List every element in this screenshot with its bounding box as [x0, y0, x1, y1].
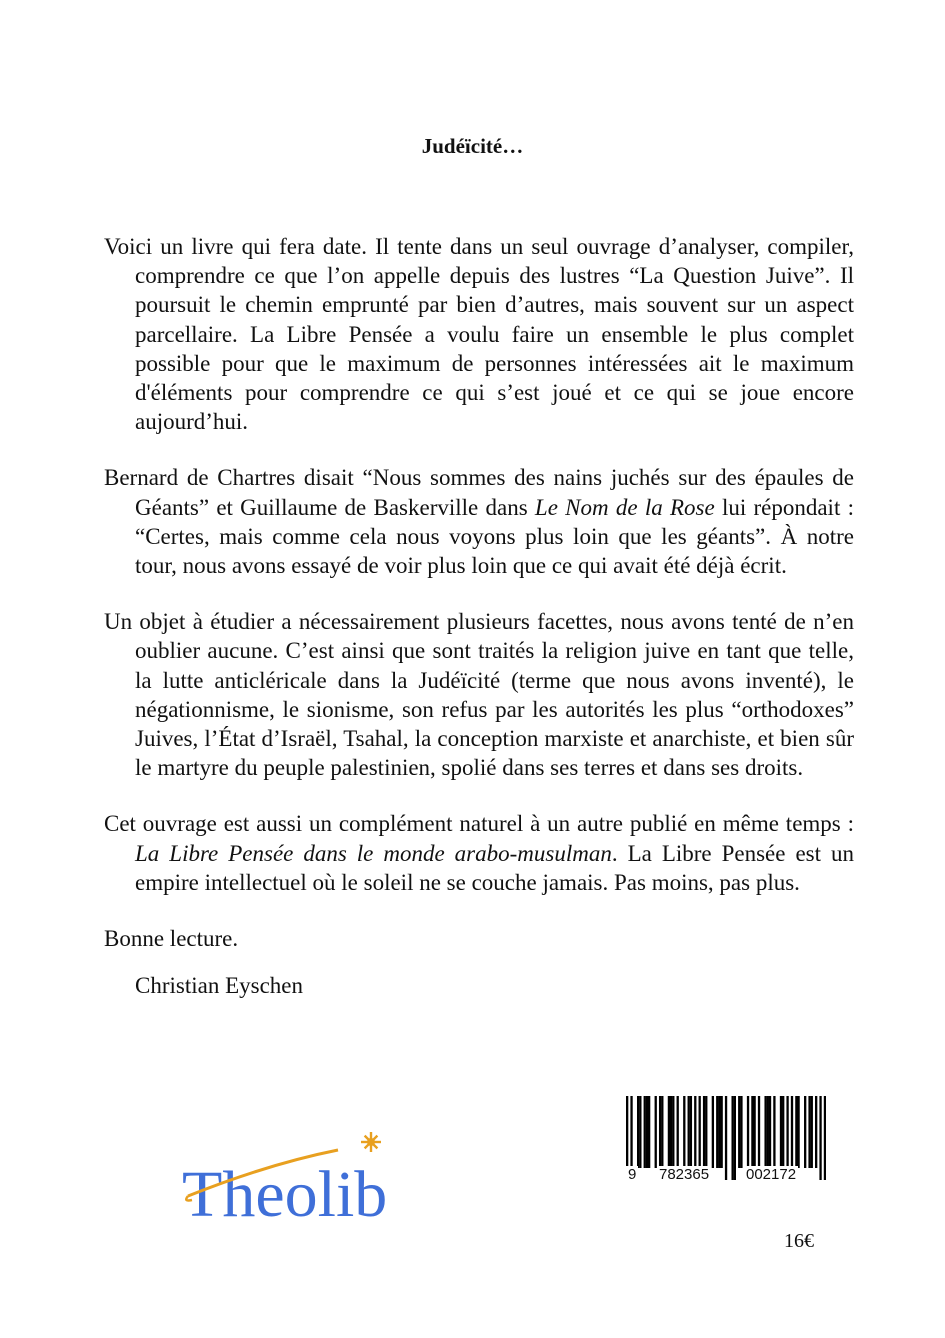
barcode-bar [782, 1096, 784, 1168]
barcode-bar [791, 1096, 793, 1168]
barcode-bar [655, 1096, 657, 1168]
barcode-bar [648, 1096, 650, 1168]
barcode-bar [690, 1096, 692, 1168]
barcode-bar [815, 1096, 817, 1168]
barcode-bar [668, 1096, 670, 1168]
barcode-left-group: 782365 [659, 1166, 710, 1183]
barcode-bar [786, 1096, 788, 1168]
barcode-bar [644, 1096, 646, 1168]
barcode-bar [738, 1096, 740, 1168]
logo-star-icon [361, 1132, 381, 1152]
barcode-bar [751, 1096, 753, 1168]
barcode-bar [747, 1096, 749, 1168]
logo-wordmark: Theolib [182, 1158, 388, 1228]
closing-line: Bonne lecture. [104, 926, 239, 952]
barcode-digits [626, 1166, 826, 1186]
paragraph [104, 232, 854, 436]
barcode-bar [659, 1096, 661, 1168]
barcode-bar [672, 1096, 674, 1168]
italic-title: La Libre Pensée dans le monde arabo-musulman [135, 840, 612, 866]
text-run: . La Libre Pensée est un empire intellectuel où le soleil ne se couche jamais. Pas moins, pas plus. [135, 840, 854, 895]
barcode-bar [780, 1096, 782, 1168]
barcode-bar [637, 1096, 639, 1168]
barcode-bar [808, 1096, 810, 1168]
barcode-bar [764, 1096, 766, 1168]
italic-title: Le Nom de la Rose [534, 494, 715, 520]
barcode-bar [804, 1096, 806, 1168]
barcode-bar [795, 1096, 797, 1168]
barcode-bar [661, 1096, 663, 1168]
barcode-bar [639, 1096, 641, 1168]
text-run: Un objet à étudier a nécessairement plusieurs facettes, nous avons tenté de n’en oublier aucune. C’est ainsi que sont traités la religion juive en tant que telle, la lutte anticléricale dans la Judéïcité (terme que nous avons inventé), le négationnisme, le sionisme, son refus par les autorités les plus “orthodoxes” Juives, l’État d’Israël, Tsahal, la conception marxiste et anarchiste, et bien sûr le martyre du peuple palestinien, spolié dans ses terres et dans ses droits. [104, 609, 854, 781]
paragraph [104, 809, 854, 897]
barcode-bar [688, 1096, 690, 1168]
text-run: Voici un livre qui fera date. Il tente dans un seul ouvrage d’analyser, compiler, comprendre ce que l’on appelle depuis des lustres “La Question Juive”. Il poursuit le chemin emprunté par bien d’autres, mais souvent sur un aspect parcellaire. La Libre Pensée a voulu faire un ensemble le plus complet possible pour que le maximum de personnes intéressées ait le maximum d'éléments pour comprendre ce qui s’est joué et ce qui se joue encore aujourd’hui. [104, 234, 854, 435]
barcode-bar [677, 1096, 679, 1168]
author-signature: Christian Eyschen [135, 973, 303, 999]
price-label: 16€ [784, 1230, 814, 1252]
barcode-bar [670, 1096, 672, 1168]
paragraph [104, 463, 854, 580]
barcode-bar [694, 1096, 696, 1168]
barcode-right-group: 002172 [746, 1166, 797, 1183]
back-cover-text [104, 232, 854, 1000]
text-run: Bernard de Chartres disait “Nous sommes des nains juchés sur des épaules de Géants” et Guillaume de Baskerville dans [104, 465, 854, 520]
barcode-bar [716, 1096, 718, 1168]
publisher-logo [178, 1128, 428, 1228]
barcode-bar [758, 1096, 760, 1168]
barcode-bar [712, 1096, 714, 1168]
page-title: Judéïcité… [421, 134, 524, 158]
barcode-bar [769, 1096, 771, 1168]
barcode-bar [767, 1096, 769, 1168]
barcode-bar [683, 1096, 685, 1168]
barcode-bar [705, 1096, 707, 1168]
barcode-bar [646, 1096, 648, 1168]
text-run: Cet ouvrage est aussi un complément naturel à un autre publié en même temps : [104, 811, 854, 837]
paragraph [104, 607, 854, 782]
barcode-bar [740, 1096, 742, 1168]
barcode-bar [797, 1096, 799, 1168]
barcode-bar [773, 1096, 775, 1168]
isbn-barcode [626, 1096, 826, 1183]
barcode-bar [753, 1096, 755, 1168]
barcode-bar [699, 1096, 701, 1168]
barcode-bar [703, 1096, 705, 1168]
barcode-bar [721, 1096, 723, 1168]
barcode-first-digit: 9 [628, 1166, 637, 1183]
barcode-bar [811, 1096, 813, 1168]
barcode-bar [718, 1096, 720, 1168]
text-run: lui répondait : “Certes, mais comme cela nous voyons plus loin que les géants”. À notre tour, nous avons essayé de voir plus loin que ce qui avait été déjà écrit. [135, 494, 854, 579]
